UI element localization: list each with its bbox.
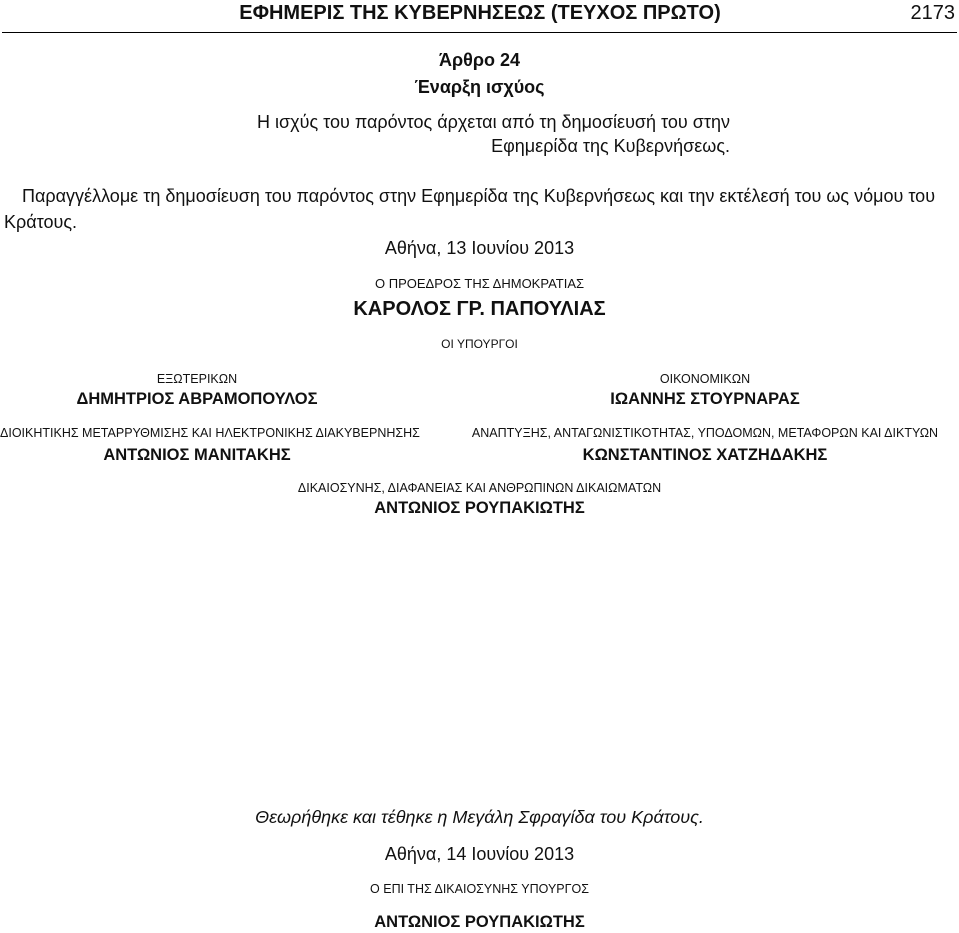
minister-name: ΚΩΝΣΤΑΝΤΙΝΟΣ ΧΑΤΖΗΔΑΚΗΣ [582,446,828,464]
ministers-label: ΟΙ ΥΠΟΥΡΓΟΙ [441,337,518,351]
promulgation-decree: Παραγγέλλομε τη δημοσίευση του παρόντος στην Εφημερίδα της Κυβερνήσεως και την εκτέλεσή του ως νόμου του Κράτους. [4,186,936,232]
justice-minister-name: ΑΝΤΩΝΙΟΣ ΡΟΥΠΑΚΙΩΤΗΣ [374,913,585,931]
page-number: 2173 [910,2,955,24]
seal-statement: Θεωρήθηκε και τέθηκε η Μεγάλη Σφραγίδα του Κράτους. [255,807,704,827]
header-divider [2,32,957,33]
article-number: Άρθρο 24 [438,50,521,70]
seal-date: Αθήνα, 14 Ιουνίου 2013 [384,844,575,864]
justice-minister-title: Ο ΕΠΙ ΤΗΣ ΔΙΚΑΙΟΣΥΝΗΣ ΥΠΟΥΡΓΟΣ [370,882,589,896]
ministry-title: ΔΙΚΑΙΟΣΥΝΗΣ, ΔΙΑΦΑΝΕΙΑΣ ΚΑΙ ΑΝΘΡΩΠΙΝΩΝ ΔΙΚΑΙΩΜΑΤΩΝ [297,481,662,495]
minister-name: ΑΝΤΩΝΙΟΣ ΜΑΝΙΤΑΚΗΣ [103,446,291,464]
place-date: Αθήνα, 13 Ιουνίου 2013 [384,238,575,258]
article-body: Η ισχύς του παρόντος άρχεται από τη δημοσίευσή του στην Εφημερίδα της Κυβερνήσεως. [257,112,730,156]
article-title: Έναρξη ισχύος [414,77,545,97]
running-header-title: ΕΦΗΜΕΡΙΣ ΤΗΣ ΚΥΒΕΡΝΗΣΕΩΣ (ΤΕΥΧΟΣ ΠΡΩΤΟ) [239,2,721,24]
ministry-title: ΕΞΩΤΕΡΙΚΩΝ [156,372,238,386]
ministry-title: ΔΙΟΙΚΗΤΙΚΗΣ ΜΕΤΑΡΡΥΘΜΙΣΗΣ ΚΑΙ ΗΛΕΚΤΡΟΝΙΚΗΣ ΔΙΑΚΥΒΕΡΝΗΣΗΣ [0,426,420,440]
president-name: ΚΑΡΟΛΟΣ ΓΡ. ΠΑΠΟΥΛΙΑΣ [353,298,606,320]
minister-name: ΔΗΜΗΤΡΙΟΣ ΑΒΡΑΜΟΠΟΥΛΟΣ [76,390,318,408]
president-title: Ο ΠΡΟΕΔΡΟΣ ΤΗΣ ΔΗΜΟΚΡΑΤΙΑΣ [374,276,585,291]
minister-name: ΑΝΤΩΝΙΟΣ ΡΟΥΠΑΚΙΩΤΗΣ [374,499,585,517]
minister-name: ΙΩΑΝΝΗΣ ΣΤΟΥΡΝΑΡΑΣ [610,390,800,408]
ministry-title: ΑΝΑΠΤΥΞΗΣ, ΑΝΤΑΓΩΝΙΣΤΙΚΟΤΗΤΑΣ, ΥΠΟΔΟΜΩΝ, ΜΕΤΑΦΟΡΩΝ ΚΑΙ ΔΙΚΤΥΩΝ [471,426,939,440]
ministry-title: ΟΙΚΟΝΟΜΙΚΩΝ [659,372,751,386]
